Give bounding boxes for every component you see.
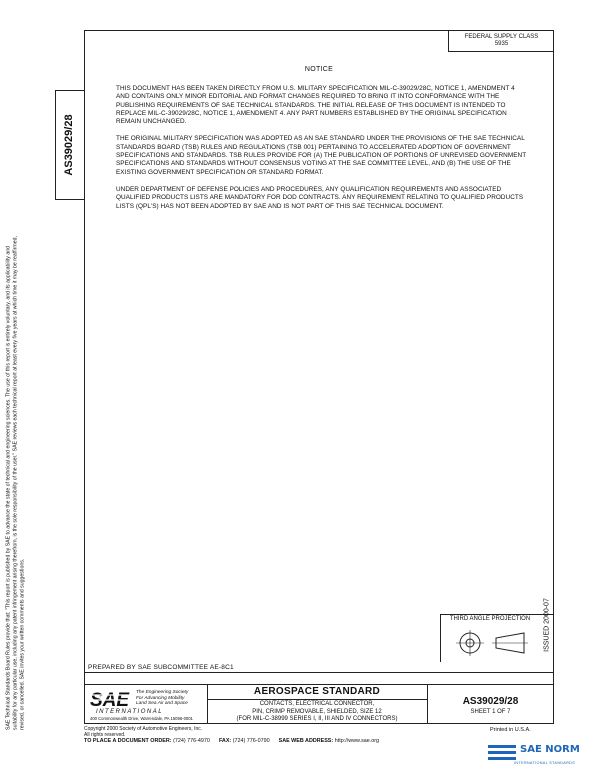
federal-supply-class-label: FEDERAL SUPPLY CLASS xyxy=(464,34,539,40)
sae-logo-icon xyxy=(90,689,134,709)
order-label: TO PLACE A DOCUMENT ORDER: xyxy=(84,738,172,744)
web-link[interactable]: http://www.sae.org xyxy=(334,738,380,744)
sae-tagline-line: The Engineering Society xyxy=(136,690,189,695)
federal-supply-class-box xyxy=(448,30,554,52)
sheet-number: SHEET 1 OF 7 xyxy=(470,709,511,715)
document-id-vertical: AS39029/28 xyxy=(63,114,75,176)
notice-paragraph-2: THE ORIGINAL MILITARY SPECIFICATION WAS ADOPTED AS AN SAE STANDARD UNDER THE PROVISIONS OF THE SAE TECHNICAL STANDARDS BOARD (TSB) RULES AND REGULATIONS (TSB 001) PERTAINING TO ACCELERATED ADOPTION OF GOVERNMENT SPECIFICATIONS AND STANDARDS. TSB RULES PROVIDE FOR (A) THE PUBLICATION OF PORTIONS OF UNREVISED GOVERNMENT SPECIFICATIONS AND STANDARDS WITHOUT CONSENSUS VOTING AT THE SAE COMMITTEE LEVEL, AND (B) THE USE OF THE EXISTING GOVERNMENT SPECIFICATION OR STANDARD FORMAT. xyxy=(116,135,527,176)
federal-supply-class-value: 5935 xyxy=(494,41,509,47)
printed-in: Printed in U.S.A. xyxy=(490,727,531,733)
web-label: SAE WEB ADDRESS: xyxy=(278,738,334,744)
notice-paragraph-1: THIS DOCUMENT HAS BEEN TAKEN DIRECTLY FROM U.S. MILITARY SPECIFICATION MIL-C-39029/28C, NOTICE 1, AMENDMENT 4 AND CONTAINS ONLY MINOR EDITORIAL AND FORMAT CHANGES REQUIRED TO BRING IT INTO CONFORMANCE WITH THE PUBLISHING REQUIREMENTS OF SAE TECHNICAL STANDARDS. THE INITIAL RELEASE OF THIS DOCUMENT IS INTENDED TO REPLACE MIL-C-39029/28C, NOTICE 1, AMENDMENT 4. ANY PART NUMBERS ESTABLISHED BY THE ORIGINAL SPECIFICATION REMAIN UNCHANGED. xyxy=(116,85,515,126)
prepared-by: PREPARED BY SAE SUBCOMMITTEE AE-8C1 xyxy=(88,664,234,671)
sae-international: INTERNATIONAL xyxy=(96,709,164,715)
copyright-line: All rights reserved. xyxy=(84,732,126,738)
projection-label: THIRD ANGLE PROJECTION xyxy=(449,616,531,622)
document-title xyxy=(207,701,427,724)
third-angle-projection-icon xyxy=(452,628,536,658)
order-info xyxy=(84,738,379,744)
sae-disclaimer: SAE Technical Standards Board Rules provide that: "This report is published by SAE to advance the state of technical and engineering sciences. The use of this report is entirely voluntary, and its applicability and suitability for any particular use, including any patent infringement arising therefrom, is the sole responsibility of the user." SAE reviews each technical report at least every five years at which time it may be reaffirmed, revised, or cancelled. SAE invites your written comments and suggestions. xyxy=(5,236,26,730)
notice-paragraph-3: UNDER DEPARTMENT OF DEFENSE POLICIES AND PROCEDURES, ANY QUALIFICATION REQUIREMENTS AND ASSOCIATED QUALIFIED PRODUCTS LISTS ARE MANDATORY FOR DOD CONTRACTS. ANY REQUIREMENT RELATING TO QUALIFIED PRODUCTS LISTS (QPL'S) HAS NOT BEEN ADOPTED BY SAE AND IS NOT PART OF THIS SAE TECHNICAL DOCUMENT. xyxy=(116,185,524,210)
title-block-divider xyxy=(84,684,554,685)
issued-date: ISSUED 2000-07 xyxy=(543,598,551,652)
fax-value: (724) 776-0790 xyxy=(232,738,270,744)
fax-label: FAX: xyxy=(218,738,232,744)
document-number: AS39029/28 xyxy=(462,696,519,707)
sae-logo-text: SAE xyxy=(90,690,130,709)
copyright xyxy=(84,726,202,738)
sae-address: 400 Commonwealth Drive, Warrendale, PA 15096-0001 xyxy=(90,716,193,721)
document-title-line: CONTACTS, ELECTRICAL CONNECTOR, xyxy=(259,701,375,707)
order-phone: (724) 776-4970 xyxy=(173,738,210,744)
watermark-brand: SAE NORM xyxy=(520,744,580,755)
standard-type: AEROSPACE STANDARD xyxy=(253,686,381,697)
sae-tagline xyxy=(136,690,206,707)
title-block-divider xyxy=(207,699,427,700)
document-title-line: PIN, CRIMP REMOVABLE, SHIELDED, SIZE 12 xyxy=(252,708,382,715)
sae-tagline-line: For Advancing Mobility xyxy=(136,695,185,701)
sae-tagline-line: Land Sea Air and Space xyxy=(136,701,188,706)
watermark-sub: INTERNATIONAL STANDARDS xyxy=(514,761,576,765)
notice-title: NOTICE xyxy=(304,66,334,73)
notice-body xyxy=(116,85,528,220)
document-title-line: (FOR MIL-C-38999 SERIES I, II, III AND IV CONNECTORS) xyxy=(236,716,398,723)
copyright-line: Copyright 2000 Society of Automotive Engineers, Inc. xyxy=(84,726,203,732)
